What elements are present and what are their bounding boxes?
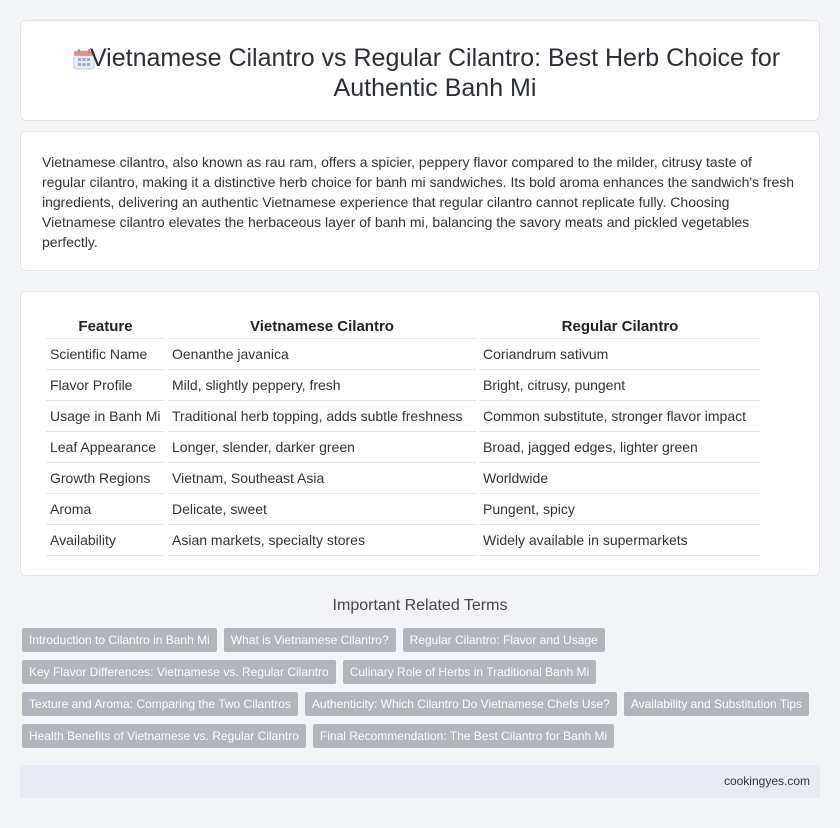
related-term-tag[interactable]: Health Benefits of Vietnamese vs. Regular Cilantro	[22, 724, 306, 748]
related-term-tag[interactable]: Availability and Substitution Tips	[624, 692, 809, 716]
related-term-tag[interactable]: What is Vietnamese Cilantro?	[224, 628, 396, 652]
related-terms-list	[22, 628, 822, 756]
table-row	[46, 339, 761, 370]
table-header-cell: Regular Cilantro	[479, 314, 761, 339]
table-row	[46, 401, 761, 432]
table-cell: Delicate, sweet	[168, 494, 476, 525]
page-title: Vietnamese Cilantro vs Regular Cilantro: Best Herb Choice for Authentic Banh Mi	[89, 44, 781, 102]
tag-row	[22, 660, 822, 684]
table-cell: Growth Regions	[46, 463, 165, 494]
related-term-tag[interactable]: Texture and Aroma: Comparing the Two Cilantros	[22, 692, 298, 716]
table-cell: Oenanthe javanica	[168, 339, 476, 370]
table-cell: Scientific Name	[46, 339, 165, 370]
table-cell: Usage in Banh Mi	[46, 401, 165, 432]
comparison-table-card	[20, 291, 820, 576]
table-row	[46, 525, 761, 556]
table-cell: Mild, slightly peppery, fresh	[168, 370, 476, 401]
tag-row	[22, 628, 822, 652]
footer	[20, 765, 820, 798]
table-cell: Widely available in supermarkets	[479, 525, 761, 556]
related-term-tag[interactable]: Introduction to Cilantro in Banh Mi	[22, 628, 217, 652]
table-header-cell: Vietnamese Cilantro	[168, 314, 476, 339]
table-cell: Coriandrum sativum	[479, 339, 761, 370]
intro-card	[20, 131, 820, 271]
table-cell: Traditional herb topping, adds subtle freshness	[168, 401, 476, 432]
table-cell: Pungent, spicy	[479, 494, 761, 525]
table-cell: Vietnam, Southeast Asia	[168, 463, 476, 494]
related-terms-title: Important Related Terms	[332, 597, 508, 614]
footer-site[interactable]: cookingyes.com	[723, 774, 810, 788]
comparison-table	[43, 314, 764, 556]
table-row	[46, 494, 761, 525]
tag-row	[22, 692, 822, 716]
tag-row	[22, 724, 822, 748]
table-header-row	[46, 314, 761, 339]
table-cell: Bright, citrusy, pungent	[479, 370, 761, 401]
table-row	[46, 463, 761, 494]
header-card	[20, 20, 820, 121]
table-cell: Availability	[46, 525, 165, 556]
table-row	[46, 432, 761, 463]
intro-paragraph: Vietnamese cilantro, also known as rau ram, offers a spicier, peppery flavor compared to the milder, citrusy taste of regular cilantro, making it a distinctive herb choice for banh mi sandwiches. Its bold aroma enhances the sandwich's fresh ingredients, delivering an authentic Vietnamese experience that regular cilantro cannot replicate fully. Choosing Vietnamese cilantro elevates the herbaceous layer of banh mi, balancing the savory meats and pickled vegetables perfectly.	[42, 154, 795, 250]
table-cell: Flavor Profile	[46, 370, 165, 401]
table-cell: Longer, slender, darker green	[168, 432, 476, 463]
related-term-tag[interactable]: Key Flavor Differences: Vietnamese vs. Regular Cilantro	[22, 660, 336, 684]
table-cell: Broad, jagged edges, lighter green	[479, 432, 761, 463]
table-header-cell: Feature	[46, 314, 165, 339]
table-cell: Worldwide	[479, 463, 761, 494]
related-term-tag[interactable]: Final Recommendation: The Best Cilantro for Banh Mi	[313, 724, 614, 748]
related-term-tag[interactable]: Regular Cilantro: Flavor and Usage	[403, 628, 605, 652]
title-wrap	[81, 43, 789, 103]
table-cell: Common substitute, stronger flavor impact	[479, 401, 761, 432]
related-term-tag[interactable]: Culinary Role of Herbs in Traditional Banh Mi	[343, 660, 596, 684]
table-cell: Aroma	[46, 494, 165, 525]
table-cell: Asian markets, specialty stores	[168, 525, 476, 556]
table-row	[46, 370, 761, 401]
table-cell: Leaf Appearance	[46, 432, 165, 463]
related-term-tag[interactable]: Authenticity: Which Cilantro Do Vietnamese Chefs Use?	[305, 692, 617, 716]
